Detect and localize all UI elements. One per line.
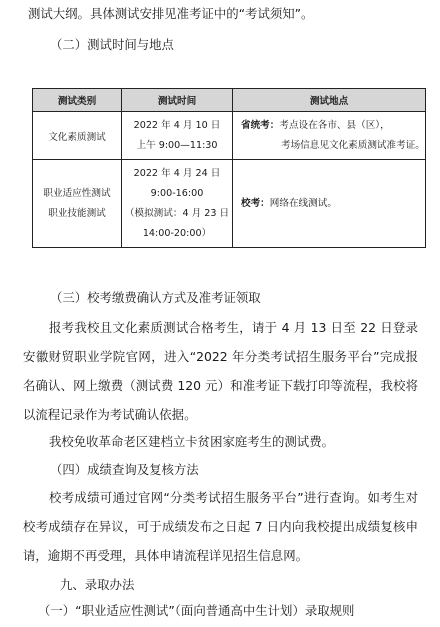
row2-location (233, 160, 426, 248)
row2-time (122, 160, 233, 248)
section-2-heading: （二）测试时间与地点 (50, 37, 174, 52)
row2-location-label: 校考： (241, 197, 270, 209)
table-header-row (33, 89, 426, 112)
header-location: 测试地点 (233, 89, 426, 112)
section-3-paragraph-2: 我校免收革命老区建档立卡贫困家庭考生的测试费。 (49, 434, 334, 449)
row1-location-line2: 考场信息见文化素质测试准考证。 (281, 139, 425, 151)
row1-location-label: 省统考： (241, 119, 280, 131)
row1-time-date: 2022 年 4 月 10 日 (133, 119, 221, 131)
section-4-heading: （四）成绩查询及复核方法 (50, 462, 199, 477)
row2-time-mock2: 14:00-20:00） (142, 227, 212, 239)
row2-category-line1: 职业适应性测试 (43, 187, 111, 199)
row1-category: 文化素质测试 (33, 112, 122, 160)
row2-time-mock: （模拟测试：4 月 23 日 (124, 207, 230, 219)
section-4-paragraph: 校考成绩可通过官网“分类考试招生服务平台”进行查询。如考生对校考成绩存在异议，可于成绩发布之日起 7 日内向我校提出成绩复核申请，逾期不再受理，具体申请流程详见招生信息网。 (23, 490, 418, 563)
row2-category (33, 160, 122, 248)
row1-time (122, 112, 233, 160)
header-time: 测试时间 (122, 89, 233, 112)
section-3-paragraph-1: 报考我校且文化素质测试合格考生，请于 4 月 13 日至 22 日登录安徽财贸职业学院官网，进入“2022 年分类考试招生服务平台”完成报名确认、网上缴费（测试费 120 元）和准考证下载打印等流程，我校将以流程记录作为考试确认依据。 (23, 320, 418, 422)
row1-location-line1: 考点设在各市、县（区）， (279, 119, 390, 131)
section-3-heading: （三）校考缴费确认方式及准考证领取 (50, 290, 261, 305)
row2-time-slot: 9:00-16:00 (150, 187, 204, 199)
table-row (33, 112, 426, 160)
row2-location-text: 网络在线测试。 (269, 197, 337, 209)
section-9-heading: 九、录取办法 (60, 577, 135, 592)
row2-category-line2: 职业技能测试 (48, 207, 106, 219)
table-row (33, 160, 426, 248)
row1-location (233, 112, 426, 160)
row1-time-slot: 上午 9:00—11:30 (136, 139, 218, 151)
row2-time-date: 2022 年 4 月 24 日 (133, 167, 221, 179)
intro-tail-text: 测试大纲。具体测试安排见准考证中的“考试须知”。 (28, 6, 314, 21)
header-category: 测试类别 (33, 89, 122, 112)
exam-schedule-table (32, 88, 426, 248)
section-9-subheading: （一）“职业适应性测试”（面向普通高中生计划）录取规则 (38, 603, 355, 618)
